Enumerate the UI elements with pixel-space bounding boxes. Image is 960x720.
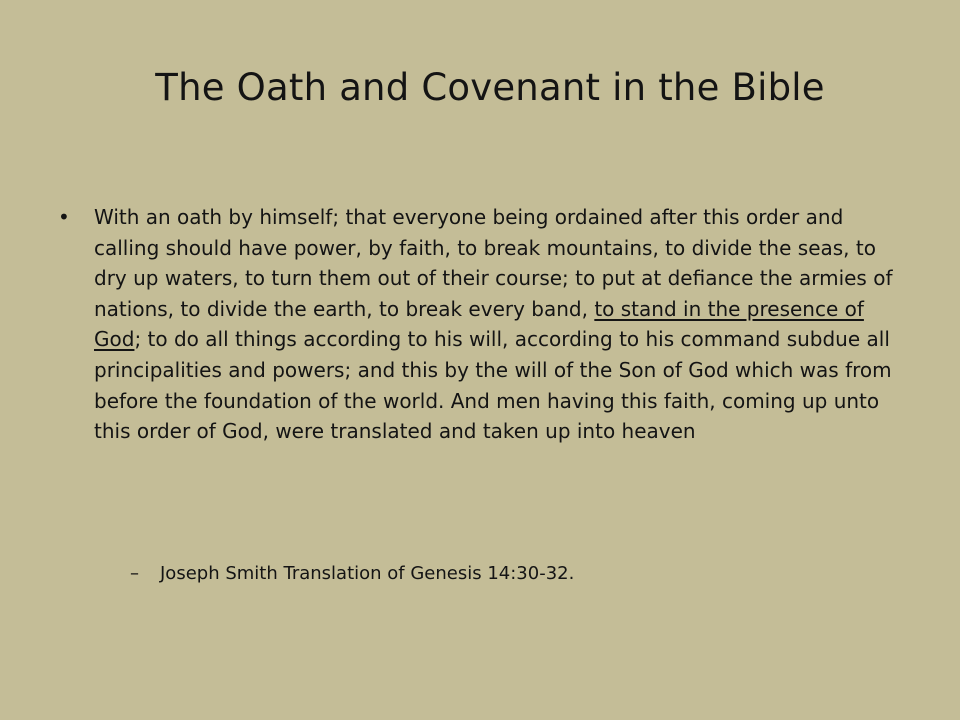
sub-bullet-marker: –: [130, 563, 139, 584]
quote-text-before: With an oath by himself; that everyone being ordained after this order and calling should have power, by faith, to break mountains, to divide the seas, to dry up waters, to turn them out of their course; to put at defiance the armies of nations, to divide the earth, to break every band,: [94, 205, 893, 321]
quote-text-after: ; to do all things according to his will, according to his command subdue all principalities and powers; and this by the will of the Son of God which was from before the foundation of the world. And men having this faith, coming up unto this order of God, were translated and taken up into heaven: [94, 327, 892, 444]
slide-title: The Oath and Covenant in the Bible: [155, 66, 825, 109]
bullet-text: [94, 202, 902, 447]
bullet-marker: •: [58, 205, 70, 229]
underlined-quote-phrase: to stand in the presence of God: [94, 296, 864, 352]
citation-text: Joseph Smith Translation of Genesis 14:30-32.: [160, 563, 575, 584]
